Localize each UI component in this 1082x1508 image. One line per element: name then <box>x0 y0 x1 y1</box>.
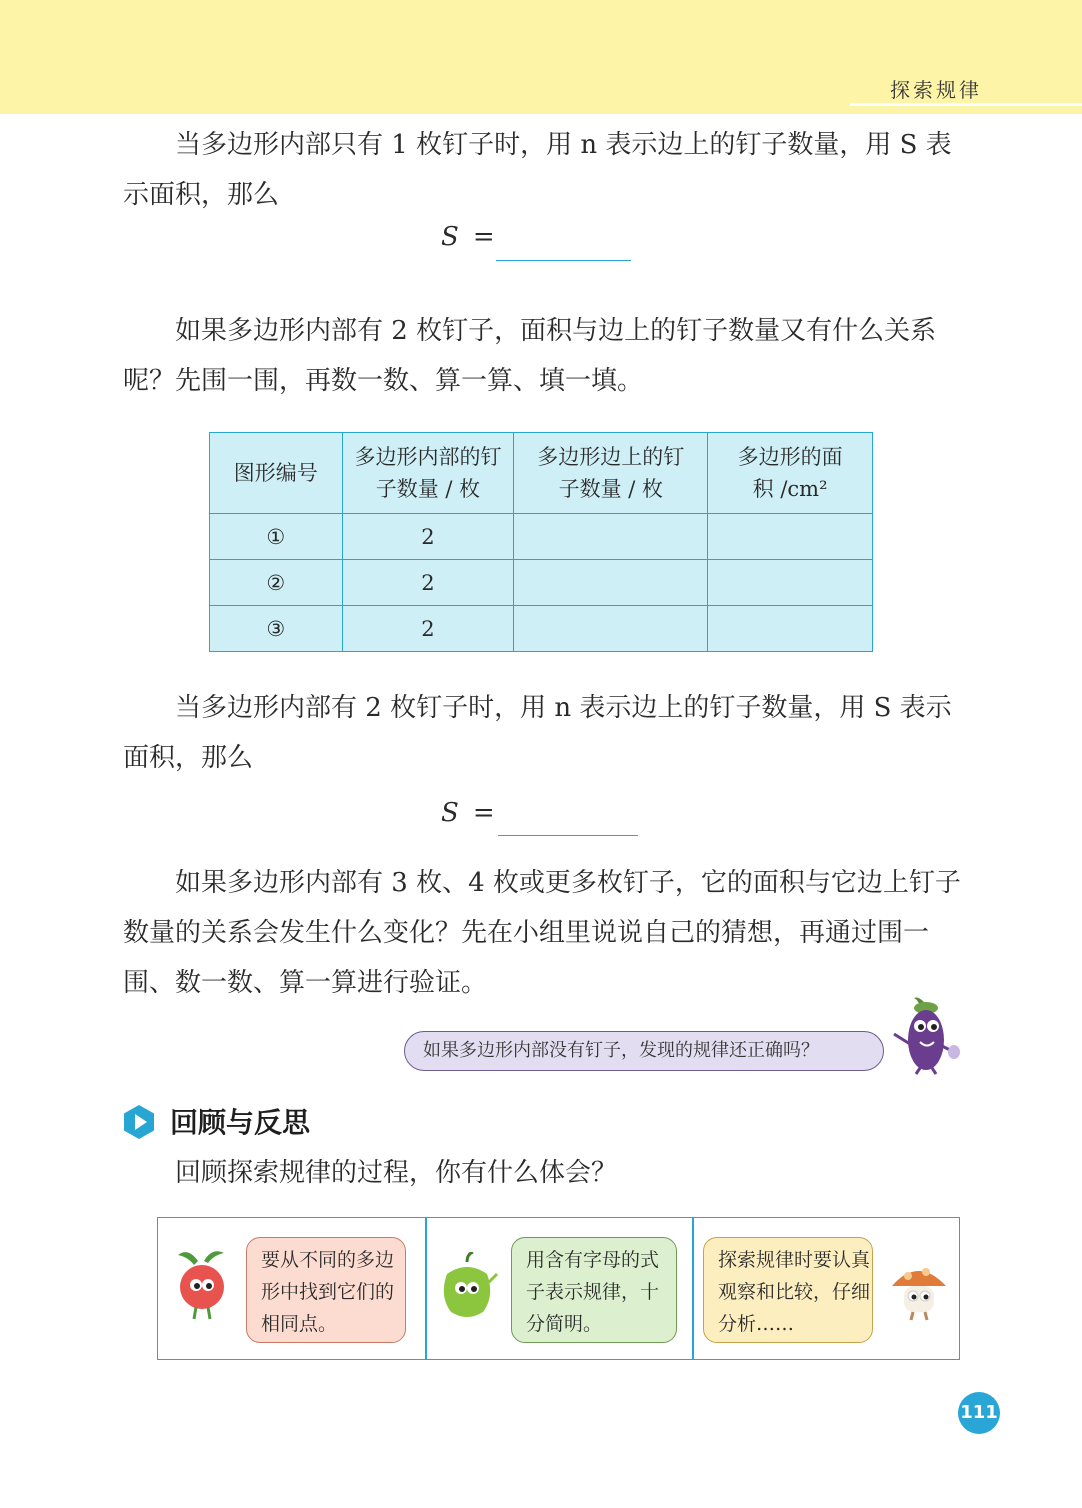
formula-equals: = <box>472 222 495 252</box>
cell-area[interactable] <box>708 514 873 560</box>
paragraph-4: 如果多边形内部有 3 枚、4 枚或更多枚钉子，它的面积与它边上钉子数量的关系会发生什么变化？先在小组里说说自己的猜想，再通过围一围、数一数、算一算进行验证。 <box>123 868 961 998</box>
cell-shape: ③ <box>210 606 343 652</box>
cell-edge[interactable] <box>514 560 708 606</box>
radish-character-icon <box>170 1245 236 1325</box>
header-underline <box>850 103 1082 106</box>
reflection-bubble-1: 要从不同的多边形中找到它们的相同点。 <box>246 1237 406 1343</box>
formula-lhs: S <box>441 798 459 828</box>
table-row <box>210 606 873 652</box>
reflection-bubble-2: 用含有字母的式子表示规律，十分简明。 <box>511 1237 677 1343</box>
cell-edge[interactable] <box>514 514 708 560</box>
formula-1 <box>441 222 495 252</box>
cell-shape: ② <box>210 560 343 606</box>
question-speech-bubble: 如果多边形内部没有钉子，发现的规律还正确吗？ <box>404 1031 884 1071</box>
cell-inner: 2 <box>342 560 514 606</box>
answer-blank-1[interactable] <box>496 260 631 261</box>
paragraph-1: 当多边形内部只有 1 枚钉子时，用 n 表示边上的钉子数量，用 S 表示面积，那么 <box>123 130 952 210</box>
cell-area[interactable] <box>708 560 873 606</box>
header-shape-number: 图形编号 <box>210 433 343 514</box>
header-inner-nails: 多边形内部的钉子数量 / 枚 <box>342 433 514 514</box>
header-edge-nails: 多边形边上的钉子数量 / 枚 <box>514 433 708 514</box>
answer-blank-2[interactable] <box>498 835 638 836</box>
table-row <box>210 560 873 606</box>
review-prompt: 回顾探索规律的过程，你有什么体会？ <box>175 1158 618 1188</box>
paragraph-3: 当多边形内部有 2 枚钉子时，用 n 表示边上的钉子数量，用 S 表示面积，那么 <box>123 693 952 773</box>
reflection-bubble-3: 探索规律时要认真观察和比较，仔细分析…… <box>703 1237 873 1343</box>
eggplant-character-icon <box>884 994 964 1076</box>
formula-lhs: S <box>441 222 459 252</box>
page-number-badge: 111 <box>958 1392 1000 1434</box>
section-header-label: 探索规律 <box>890 78 982 102</box>
section-play-icon <box>121 1104 157 1140</box>
mushroom-character-icon <box>886 1258 952 1324</box>
table-header-row <box>210 433 873 514</box>
review-section-title: 回顾与反思 <box>170 1106 311 1139</box>
formula-equals: = <box>472 798 495 828</box>
cell-inner: 2 <box>342 606 514 652</box>
cell-shape: ① <box>210 514 343 560</box>
cell-inner: 2 <box>342 514 514 560</box>
pepper-character-icon <box>433 1252 503 1324</box>
paragraph-2: 如果多边形内部有 2 枚钉子，面积与边上的钉子数量又有什么关系呢？先围一围，再数一数、算一算、填一填。 <box>123 316 937 396</box>
table-row <box>210 514 873 560</box>
cell-edge[interactable] <box>514 606 708 652</box>
formula-2 <box>441 798 495 828</box>
reflection-divider <box>692 1217 694 1360</box>
nail-count-table <box>209 432 873 652</box>
cell-area[interactable] <box>708 606 873 652</box>
header-area: 多边形的面积 /cm² <box>708 433 873 514</box>
reflection-divider <box>425 1217 427 1360</box>
